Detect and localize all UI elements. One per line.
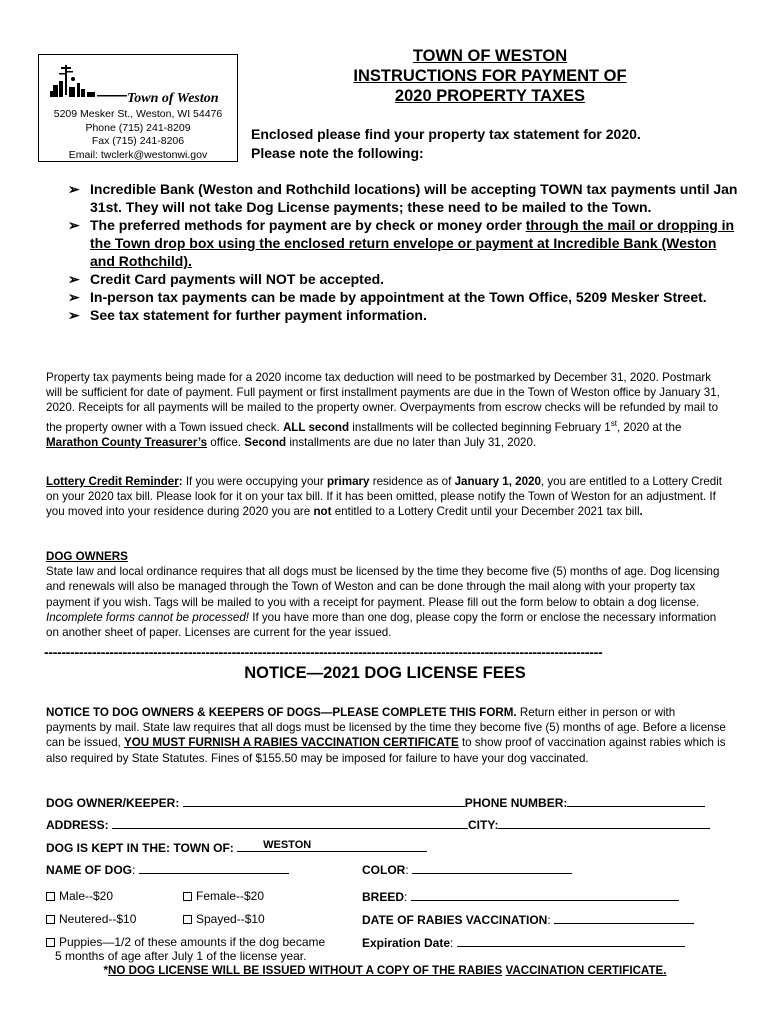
intro-line-1: Enclosed please find your property tax statement for 2020. [251, 126, 641, 142]
contact-info [39, 108, 237, 162]
female-checkbox[interactable]: Female--$20 [183, 889, 264, 903]
town-name: Town of Weston [127, 91, 219, 106]
town-skyline-logo [47, 63, 129, 103]
dog-kept-field[interactable]: DOG IS KEPT IN THE: TOWN OF: WESTON [46, 840, 427, 855]
separator-line: -------------------------------------------------------------------------------------------------------------------------------- [44, 644, 603, 660]
list-item: ➢ The preferred methods for payment are by check or money order through the mail or dropping in the Town drop box using the enclosed return envelope or payment at Incredible Bank (Weston and Rothchild). [68, 217, 735, 269]
list-item: ➢ Credit Card payments will NOT be accepted. [68, 271, 385, 287]
arrow-bullet-icon: ➢ [68, 271, 80, 287]
document-title [300, 46, 680, 106]
kept-value: WESTON [263, 839, 312, 851]
title-line-2: INSTRUCTIONS FOR PAYMENT OF [353, 67, 627, 85]
puppies-checkbox[interactable]: Puppies—1/2 of these amounts if the dog became [46, 935, 325, 949]
neutered-checkbox[interactable]: Neutered--$10 [46, 912, 136, 926]
puppies-note: 5 months of age after July 1 of the license year. [55, 949, 307, 963]
town-phone: Phone (715) 241-8209 [85, 121, 191, 134]
title-line-3: 2020 PROPERTY TAXES [394, 87, 586, 105]
dog-name-field[interactable]: NAME OF DOG: [46, 862, 289, 877]
arrow-bullet-icon: ➢ [68, 181, 80, 197]
payment-paragraph: Property tax payments being made for a 2020 income tax deduction will need to be postmarked by December 31, 2020. Postmark will be sufficient for date of payment. Full payment or first installment payments are due in the Town of Weston office by January 31, 2020. Receipts for all payments will be mailed to the property owner. Overpayments from escrow checks will be refunded by mail to the property owner with a Town issued check. ALL second installments will be collected beginning February 1st, 2020 at the Marathon County Treasurer’s office. Second installments are due no later than July 31, 2020. [46, 371, 720, 449]
lottery-credit-reminder: Lottery Credit Reminder: If you were occupying your primary residence as of January 1, 2020, you are entitled to a Lottery Credit on your 2020 tax bill. Please look for it on your tax bill. If it has been omitted, please notify the Town of Weston for an adjustment. If you moved into your residence during 2020 you are not entitled to a Lottery Credit until your December 2021 tax bill. [46, 475, 723, 519]
dog-owners-section: DOG OWNERS State law and local ordinance requires that all dogs must be licensed by the time they become five (5) months of age. Dog licensing and renewals will also be managed through the Town of Weston and can be done through the mail along with your property tax payment if you wish. Tags will be mailed to you with a receipt for payment. Please fill out the form below to obtain a dog license. Incomplete forms cannot be processed! If you have more than one dog, please copy the form or enclose the necessary information on another sheet of paper. Licenses are current for the year issued. [46, 550, 720, 640]
town-logo-box [38, 54, 238, 162]
rabies-date-field[interactable]: DATE OF RABIES VACCINATION: [362, 912, 694, 927]
list-item: ➢ See tax statement for further payment information. [68, 307, 427, 323]
breed-field[interactable]: BREED: [362, 889, 679, 904]
notice-title: NOTICE—2021 DOG LICENSE FEES [244, 664, 526, 682]
arrow-bullet-icon: ➢ [68, 289, 80, 305]
color-field[interactable]: COLOR: [362, 862, 572, 877]
town-address: 5209 Mesker St., Weston, WI 54476 [53, 108, 223, 120]
footer-warning: *NO DOG LICENSE WILL BE ISSUED WITHOUT A COPY OF THE RABIES VACCINATION CERTIFICATE. [103, 964, 667, 977]
checkbox-icon [183, 892, 192, 901]
town-fax: Fax (715) 241-8206 [91, 135, 185, 147]
owner-field[interactable]: DOG OWNER/KEEPER: PHONE NUMBER: [46, 795, 705, 810]
payment-notes-list [68, 180, 738, 324]
arrow-bullet-icon: ➢ [68, 217, 80, 233]
dog-owners-heading: DOG OWNERS [46, 550, 128, 563]
checkbox-icon [183, 915, 192, 924]
title-line-1: TOWN OF WESTON [412, 47, 568, 65]
intro-text [251, 125, 641, 163]
list-item: ➢ Incredible Bank (Weston and Rothchild locations) will be accepting TOWN tax payments until Jan 31st. They will not take Dog License payments; these need to be mailed to the Town. [68, 181, 738, 215]
expiration-date-field[interactable]: Expiration Date: [362, 935, 685, 950]
checkbox-icon [46, 892, 55, 901]
checkbox-icon [46, 915, 55, 924]
checkbox-icon [46, 938, 55, 947]
address-field[interactable]: ADDRESS: CITY: [46, 817, 710, 832]
male-checkbox[interactable]: Male--$20 [46, 889, 113, 903]
town-email: Email: twclerk@westonwi.gov [68, 148, 208, 161]
notice-paragraph: NOTICE TO DOG OWNERS & KEEPERS OF DOGS—PLEASE COMPLETE THIS FORM. Return either in person or with payments by mail. State law requires that all dogs must be licensed by the time they become five (5) months of age. Before a license can be issued, YOU MUST FURNISH A RABIES VACCINATION CERTIFICATE to show proof of vaccination against rabies which is also required by State Statutes. Fines of $155.50 may be imposed for failure to have your dog vaccinated. [46, 706, 726, 765]
intro-line-2: Please note the following: [251, 145, 424, 161]
arrow-bullet-icon: ➢ [68, 307, 80, 323]
list-item: ➢ In-person tax payments can be made by appointment at the Town Office, 5209 Mesker Street. [68, 289, 707, 305]
spayed-checkbox[interactable]: Spayed--$10 [183, 912, 265, 926]
